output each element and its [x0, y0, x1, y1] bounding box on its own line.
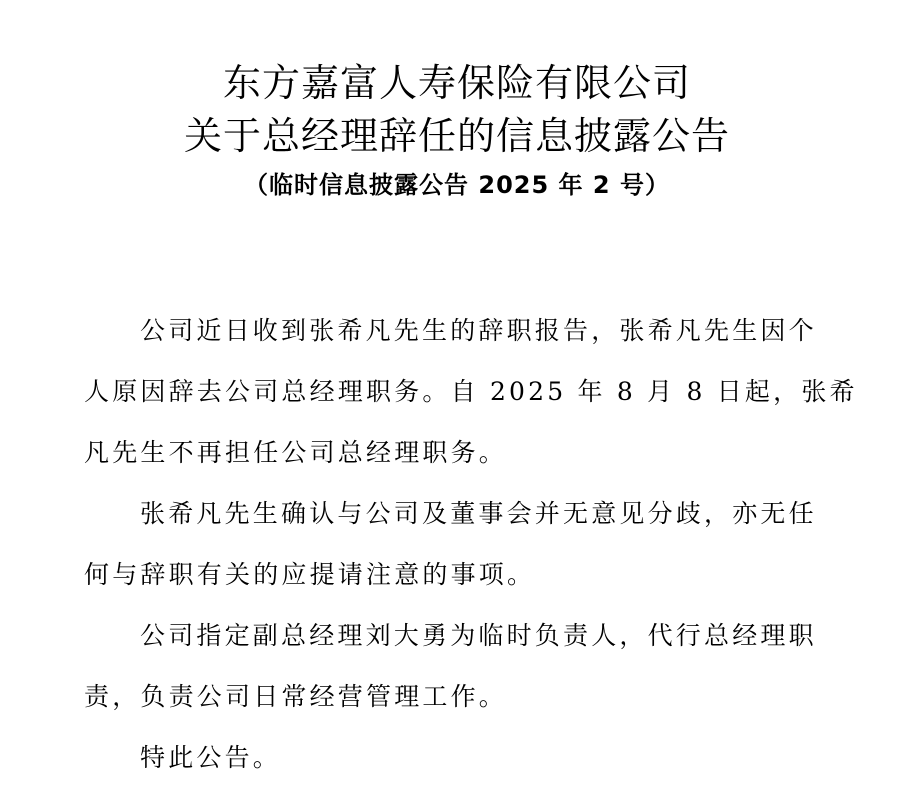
title-announcement-subject: 关于总经理辞任的信息披露公告 — [183, 114, 730, 158]
announcement-number: （临时信息披露公告 2025 年 2 号） — [244, 171, 670, 199]
title-company-name: 东方嘉富人寿保险有限公司 — [222, 61, 691, 105]
paragraph-resignation — [84, 300, 858, 483]
paragraph-line: 凡先生不再担任公司总经理职务。 — [84, 438, 508, 467]
paragraph-line: 人原因辞去公司总经理职务。自 2025 年 8 月 8 日起，张希 — [84, 377, 858, 406]
closing-statement: 特此公告。 — [140, 743, 282, 772]
paragraph-confirmation — [84, 483, 820, 605]
paragraph-line: 公司指定副总经理刘大勇为临时负责人，代行总经理职 — [140, 621, 817, 650]
paragraph-line: 责，负责公司日常经营管理工作。 — [84, 682, 508, 711]
paragraph-line: 何与辞职有关的应提请注意的事项。 — [84, 560, 536, 589]
paragraph-line: 公司近日收到张希凡先生的辞职报告，张希凡先生因个 — [140, 316, 817, 345]
announcement-body — [84, 300, 858, 788]
paragraph-line: 张希凡先生确认与公司及董事会并无意见分歧，亦无任 — [140, 499, 817, 528]
paragraph-interim-appointment — [84, 605, 820, 727]
